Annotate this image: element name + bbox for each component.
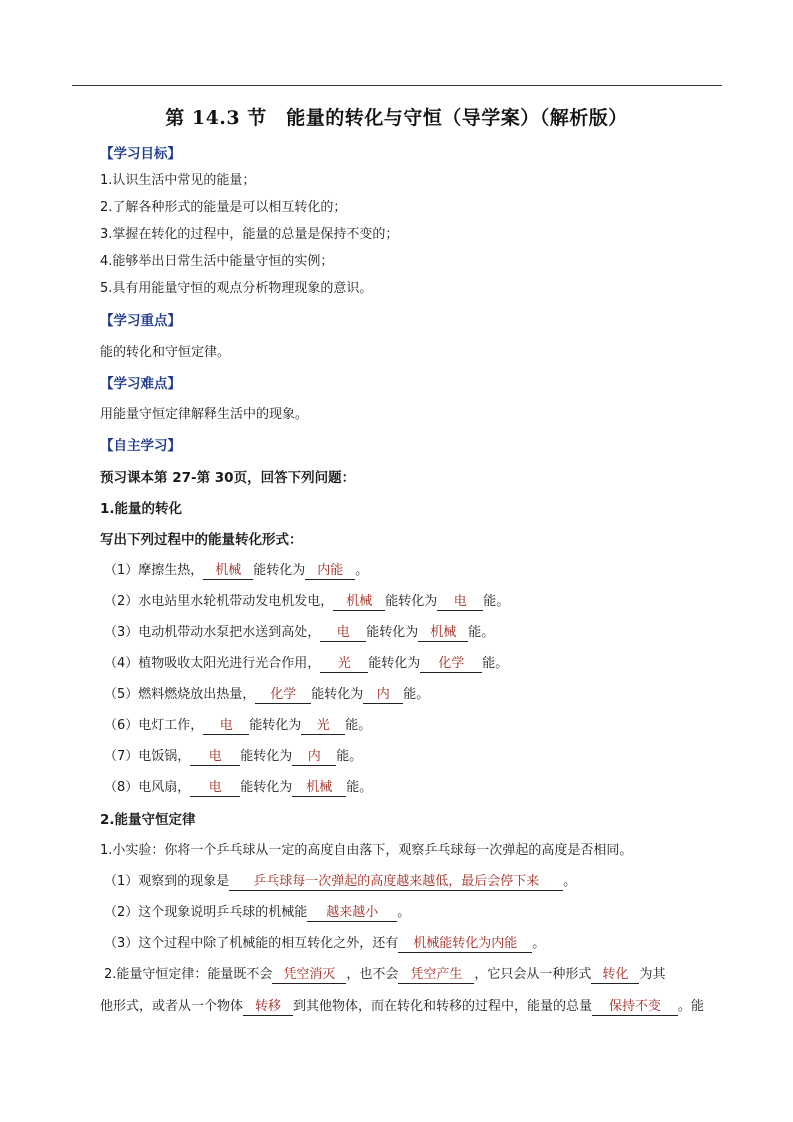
part1-heading: 1.能量的转化 <box>100 501 183 517</box>
answer-blank: 化学 <box>420 656 482 673</box>
item-text: 能。 <box>483 594 510 609</box>
law-text: 2.能量守恒定律：能量既不会 <box>104 967 273 982</box>
section-self-study: 【自主学习】 <box>100 438 181 454</box>
answer-blank: 内能 <box>305 563 355 580</box>
item-text: （8）电风扇， <box>104 780 191 795</box>
answer-blank: 越来越小 <box>307 905 397 922</box>
conversion-item <box>104 717 371 735</box>
item-text: 能转化为 <box>253 563 306 578</box>
item-text: （7）电饭锅， <box>104 749 191 764</box>
section-key: 【学习重点】 <box>100 313 181 329</box>
answer-blank: 光 <box>301 718 345 735</box>
conversion-item <box>104 624 494 642</box>
item-text: （4）植物吸收太阳光进行光合作用， <box>104 656 321 671</box>
item-text: 能转化为 <box>366 625 419 640</box>
conversion-item <box>104 779 372 797</box>
answer-blank: 电 <box>190 749 240 766</box>
answer-blank: 电 <box>190 780 240 797</box>
answer-blank: 转化 <box>591 967 639 984</box>
answer-blank: 机械 <box>292 780 346 797</box>
answer-blank: 电 <box>203 718 249 735</box>
item-text: 能。 <box>336 749 363 764</box>
preview-instruction: 预习课本第 27-第 30页，回答下列问题： <box>100 470 356 486</box>
question-text: 。 <box>532 936 546 951</box>
item-text: 能。 <box>345 718 372 733</box>
goal-item: 1.认识生活中常见的能量； <box>100 173 256 188</box>
item-text: 能转化为 <box>368 656 421 671</box>
conversion-item <box>104 562 368 580</box>
section-difficult: 【学习难点】 <box>100 376 181 392</box>
question-text: （3）这个过程中除了机械能的相互转化之外，还有 <box>104 936 399 951</box>
question-text: （1）观察到的现象是 <box>104 874 230 889</box>
answer-blank: 机械能转化为内能 <box>398 936 532 953</box>
conversion-item <box>104 593 509 611</box>
part2-heading: 2.能量守恒定律 <box>100 812 196 828</box>
answer-blank: 转移 <box>243 999 293 1016</box>
item-text: 能转化为 <box>240 780 293 795</box>
item-text: 能转化为 <box>385 594 438 609</box>
item-text: 。 <box>355 563 369 578</box>
answer-blank: 电 <box>437 594 483 611</box>
answer-blank: 凭空消灭 <box>272 967 346 984</box>
item-text: 能转化为 <box>249 718 302 733</box>
item-text: 能。 <box>403 687 430 702</box>
goal-item: 5.具有用能量守恒的观点分析物理现象的意识。 <box>100 281 373 296</box>
question-2 <box>104 904 410 922</box>
answer-blank: 化学 <box>255 687 311 704</box>
question-3 <box>104 935 545 953</box>
answer-blank: 机械 <box>418 625 468 642</box>
item-text: 能。 <box>346 780 373 795</box>
law-text: ，它只会从一种形式 <box>474 967 592 982</box>
item-text: 能。 <box>482 656 509 671</box>
question-text: 。 <box>563 874 577 889</box>
item-text: 能。 <box>468 625 495 640</box>
item-text: 能转化为 <box>240 749 293 764</box>
item-text: （2）水电站里水轮机带动发电机发电， <box>104 594 334 609</box>
answer-blank: 光 <box>320 656 368 673</box>
answer-blank: 内 <box>292 749 336 766</box>
question-text: （2）这个现象说明乒乓球的机械能 <box>104 905 308 920</box>
part1-instruction: 写出下列过程中的能量转化形式： <box>100 532 303 548</box>
question-text: 。 <box>397 905 411 920</box>
header-rule <box>72 85 722 86</box>
law-text: 。能 <box>678 999 705 1014</box>
answer-blank: 机械 <box>333 594 385 611</box>
item-text: 能转化为 <box>311 687 364 702</box>
answer-blank: 乒乓球每一次弹起的高度越来越低，最后会停下来 <box>229 874 563 891</box>
law-text: 他形式，或者从一个物体 <box>100 999 244 1014</box>
item-text: （6）电灯工作， <box>104 718 204 733</box>
question-1 <box>104 873 576 891</box>
law-text: ，也不会 <box>346 967 399 982</box>
goal-item: 3.掌握在转化的过程中，能量的总量是保持不变的； <box>100 227 399 242</box>
answer-blank: 凭空产生 <box>398 967 474 984</box>
key-text: 能的转化和守恒定律。 <box>100 345 231 360</box>
item-text: （3）电动机带动水泵把水送到高处， <box>104 625 321 640</box>
conversion-item <box>104 748 362 766</box>
answer-blank: 机械 <box>203 563 253 580</box>
answer-blank: 保持不变 <box>592 999 678 1016</box>
law-text: 到其他物体，而在转化和转移的过程中，能量的总量 <box>293 999 593 1014</box>
conversion-item <box>104 686 429 704</box>
page-title: 第 14.3 节 能量的转化与守恒（导学案）（解析版） <box>165 107 628 129</box>
section-goals: 【学习目标】 <box>100 146 181 162</box>
law-text: 为其 <box>639 967 666 982</box>
item-text: （1）摩擦生热， <box>104 563 204 578</box>
difficult-text: 用能量守恒定律解释生活中的现象。 <box>100 407 309 422</box>
goal-item: 2.了解各种形式的能量是可以相互转化的； <box>100 200 347 215</box>
answer-blank: 内 <box>363 687 403 704</box>
experiment-text: 1.小实验：你将一个乒乓球从一定的高度自由落下，观察乒乓球每一次弹起的高度是否相同。 <box>100 843 633 858</box>
law-line-2 <box>100 998 704 1016</box>
conversion-item <box>104 655 508 673</box>
answer-blank: 电 <box>320 625 366 642</box>
item-text: （5）燃料燃烧放出热量， <box>104 687 256 702</box>
goal-item: 4.能够举出日常生活中能量守恒的实例； <box>100 254 334 269</box>
law-line-1 <box>104 966 665 984</box>
